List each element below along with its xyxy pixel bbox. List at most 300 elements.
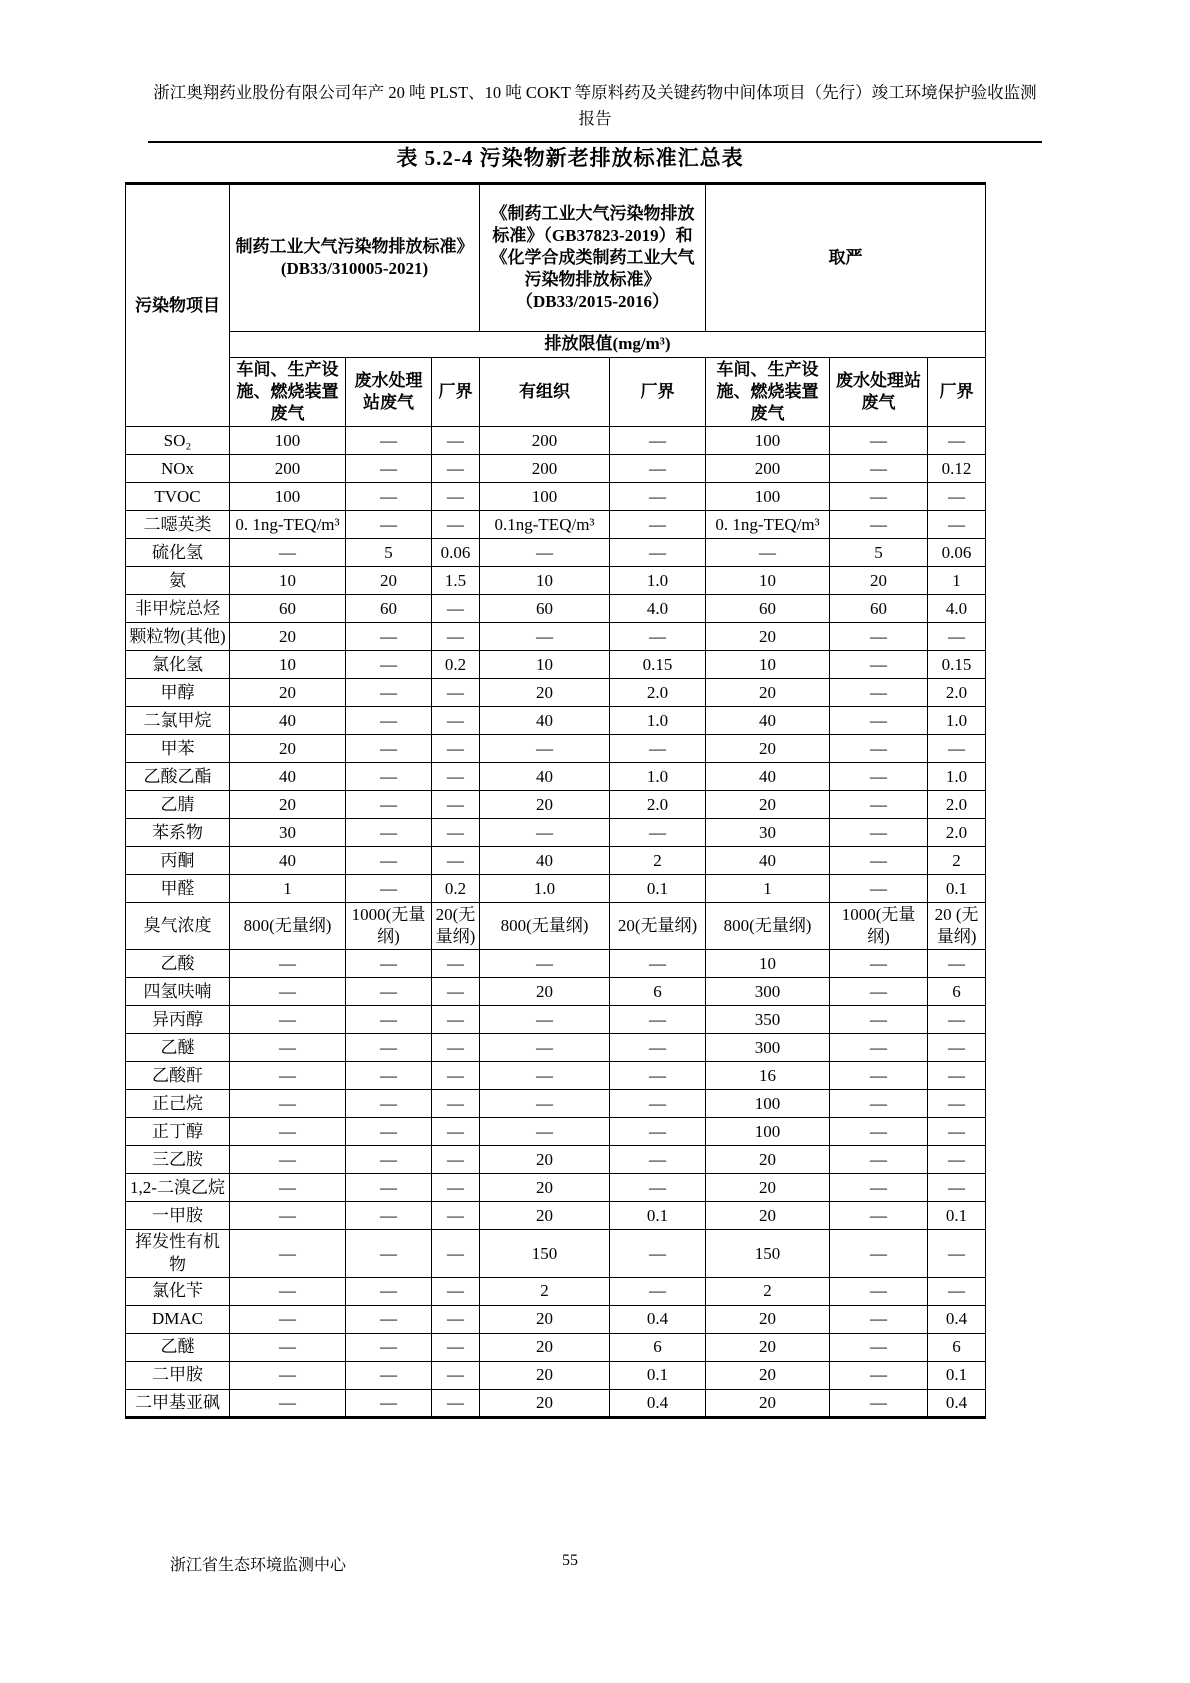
subcol-boundary-strict: 厂界	[928, 358, 986, 427]
limit-value-cell: —	[830, 1230, 928, 1277]
limit-value-cell: 1000(无量纲)	[346, 903, 432, 950]
limit-value-cell: —	[432, 483, 480, 511]
limit-value-cell: —	[610, 455, 706, 483]
limit-value-cell: 1.0	[928, 763, 986, 791]
limit-value-cell: —	[928, 1118, 986, 1146]
limit-value-cell: —	[432, 707, 480, 735]
limit-value-cell: —	[706, 539, 830, 567]
limit-value-cell: 0.15	[928, 651, 986, 679]
pollutant-name: DMAC	[126, 1305, 230, 1333]
pollutant-name: 臭气浓度	[126, 903, 230, 950]
limit-value-cell: —	[346, 1277, 432, 1305]
limit-value-cell: 2.0	[610, 791, 706, 819]
limit-value-cell: 0.4	[928, 1389, 986, 1417]
limit-value-cell: —	[230, 1090, 346, 1118]
limit-value-cell: 0.2	[432, 875, 480, 903]
limit-value-cell: —	[230, 1146, 346, 1174]
limit-value-cell: 6	[928, 978, 986, 1006]
limit-value-cell: 1	[230, 875, 346, 903]
limit-value-cell: —	[928, 623, 986, 651]
limit-value-cell: 800(无量纲)	[706, 903, 830, 950]
limit-value-cell: —	[346, 1146, 432, 1174]
limit-value-cell: —	[346, 763, 432, 791]
pollutant-name: 一甲胺	[126, 1202, 230, 1230]
limit-value-cell: 0.06	[432, 539, 480, 567]
limit-value-cell: —	[830, 1389, 928, 1417]
limit-value-cell: —	[480, 539, 610, 567]
limit-value-cell: —	[346, 1230, 432, 1277]
limit-value-cell: —	[830, 1333, 928, 1361]
limit-value-cell: —	[610, 539, 706, 567]
limit-value-cell: 0.2	[432, 651, 480, 679]
table-row	[126, 1174, 986, 1202]
limit-value-cell: —	[830, 875, 928, 903]
limit-value-cell: 150	[480, 1230, 610, 1277]
table-row	[126, 595, 986, 623]
limit-value-cell: 1.0	[610, 763, 706, 791]
limit-value-cell: —	[346, 427, 432, 455]
limit-value-cell: —	[346, 651, 432, 679]
limit-value-cell: 0.1	[610, 1361, 706, 1389]
limit-value-cell: —	[480, 1034, 610, 1062]
page-number: 55	[562, 1552, 578, 1569]
limit-value-cell: —	[230, 1062, 346, 1090]
limit-value-cell: 20(无量纲)	[432, 903, 480, 950]
limit-value-cell: —	[346, 707, 432, 735]
table-row	[126, 1118, 986, 1146]
limit-value-cell: —	[432, 455, 480, 483]
limit-value-cell: 0.1ng-TEQ/m³	[480, 511, 610, 539]
table-row	[126, 1062, 986, 1090]
limit-value-cell: —	[432, 1062, 480, 1090]
subcol-workshop-gas-strict: 车间、生产设施、燃烧装置废气	[706, 358, 830, 427]
pollutant-name: 非甲烷总烃	[126, 595, 230, 623]
limit-value-cell: —	[230, 1361, 346, 1389]
limit-value-cell: —	[480, 819, 610, 847]
limit-value-cell: 20	[706, 1146, 830, 1174]
limit-value-cell: —	[830, 427, 928, 455]
pollutant-name: 氯化氢	[126, 651, 230, 679]
limit-value-cell: —	[432, 978, 480, 1006]
limit-value-cell: —	[346, 791, 432, 819]
pollutant-name: SO₂	[126, 427, 230, 455]
standards-table-body	[126, 427, 986, 1417]
limit-value-cell: —	[830, 1361, 928, 1389]
limit-value-cell: 100	[230, 427, 346, 455]
limit-header: 排放限值(mg/m³)	[230, 332, 986, 358]
group-header-row	[126, 184, 986, 332]
limit-value-cell: 300	[706, 1034, 830, 1062]
limit-value-cell: 100	[706, 483, 830, 511]
limit-value-cell: 20	[230, 623, 346, 651]
limit-value-cell: —	[928, 950, 986, 978]
limit-value-cell: 40	[480, 763, 610, 791]
limit-value-cell: —	[432, 735, 480, 763]
limit-value-cell: —	[830, 651, 928, 679]
limit-value-cell: 0.4	[610, 1389, 706, 1417]
limit-value-cell: —	[346, 511, 432, 539]
limit-value-cell: —	[432, 763, 480, 791]
limit-value-cell: —	[432, 1202, 480, 1230]
standards-table	[125, 182, 986, 1419]
limit-value-cell: 6	[928, 1333, 986, 1361]
limit-value-cell: 40	[230, 707, 346, 735]
limit-value-cell: —	[830, 847, 928, 875]
limit-value-cell: —	[928, 1006, 986, 1034]
limit-value-cell: 20	[706, 1333, 830, 1361]
limit-value-cell: —	[480, 950, 610, 978]
limit-value-cell: —	[346, 1361, 432, 1389]
limit-value-cell: —	[346, 1062, 432, 1090]
limit-value-cell: 20	[480, 1305, 610, 1333]
limit-value-cell: —	[432, 1006, 480, 1034]
limit-value-cell: —	[610, 483, 706, 511]
limit-value-cell: —	[346, 1305, 432, 1333]
table-row	[126, 651, 986, 679]
limit-value-cell: 20	[480, 1361, 610, 1389]
limit-value-cell: 20	[480, 1389, 610, 1417]
pollutant-name: 二甲基亚砜	[126, 1389, 230, 1417]
limit-value-cell: 1	[706, 875, 830, 903]
limit-value-cell: 20	[230, 735, 346, 763]
table-row	[126, 978, 986, 1006]
limit-value-cell: 100	[706, 1118, 830, 1146]
limit-value-cell: —	[346, 1118, 432, 1146]
table-row	[126, 511, 986, 539]
subcol-boundary-old: 厂界	[432, 358, 480, 427]
limit-value-cell: 0.1	[928, 1202, 986, 1230]
limit-value-cell: 0. 1ng-TEQ/m³	[706, 511, 830, 539]
limit-value-cell: 20	[480, 1333, 610, 1361]
pollutant-name: 三乙胺	[126, 1146, 230, 1174]
limit-value-cell: 10	[480, 567, 610, 595]
limit-value-cell: 2.0	[928, 819, 986, 847]
limit-value-cell: —	[928, 1277, 986, 1305]
limit-value-cell: 0.4	[928, 1305, 986, 1333]
limit-value-cell: —	[610, 511, 706, 539]
limit-value-cell: 40	[480, 707, 610, 735]
limit-value-cell: 0.4	[610, 1305, 706, 1333]
limit-value-cell: —	[830, 1146, 928, 1174]
limit-value-cell: —	[830, 1034, 928, 1062]
limit-value-cell: —	[928, 1174, 986, 1202]
limit-value-cell: 20	[706, 1174, 830, 1202]
limit-value-cell: 4.0	[610, 595, 706, 623]
limit-value-cell: 300	[706, 978, 830, 1006]
limit-value-cell: —	[610, 1277, 706, 1305]
pollutant-name: 颗粒物(其他)	[126, 623, 230, 651]
limit-value-cell: 60	[706, 595, 830, 623]
pollutant-name: TVOC	[126, 483, 230, 511]
pollutant-name: 四氢呋喃	[126, 978, 230, 1006]
table-row	[126, 483, 986, 511]
limit-value-cell: 20	[706, 1389, 830, 1417]
limit-value-cell: —	[346, 679, 432, 707]
limit-value-cell: —	[610, 1230, 706, 1277]
limit-value-cell: 20	[480, 1174, 610, 1202]
limit-value-cell: —	[346, 483, 432, 511]
limit-value-cell: —	[610, 1146, 706, 1174]
limit-value-cell: —	[928, 511, 986, 539]
pollutant-name: 正丁醇	[126, 1118, 230, 1146]
limit-value-cell: —	[230, 1118, 346, 1146]
limit-value-cell: —	[432, 1118, 480, 1146]
limit-value-cell: —	[480, 1006, 610, 1034]
limit-value-cell: 2	[480, 1277, 610, 1305]
table-row	[126, 567, 986, 595]
limit-value-cell: 0.06	[928, 539, 986, 567]
limit-value-cell: —	[432, 1361, 480, 1389]
doc-header	[148, 80, 1042, 143]
limit-value-cell: —	[346, 1090, 432, 1118]
limit-value-cell: —	[432, 1090, 480, 1118]
limit-value-cell: 200	[230, 455, 346, 483]
limit-value-cell: —	[230, 1230, 346, 1277]
limit-value-cell: —	[928, 1034, 986, 1062]
limit-value-cell: 5	[346, 539, 432, 567]
pollutant-name: 异丙醇	[126, 1006, 230, 1034]
limit-value-cell: 30	[230, 819, 346, 847]
limit-value-cell: 30	[706, 819, 830, 847]
limit-value-cell: —	[830, 1062, 928, 1090]
limit-value-cell: 1	[928, 567, 986, 595]
limit-value-cell: —	[230, 539, 346, 567]
limit-value-cell: 2.0	[928, 791, 986, 819]
table-row	[126, 1146, 986, 1174]
limit-value-cell: 2.0	[610, 679, 706, 707]
table-row	[126, 819, 986, 847]
limit-value-cell: —	[928, 1062, 986, 1090]
limit-value-cell: —	[432, 1305, 480, 1333]
table-row	[126, 1034, 986, 1062]
pollutant-name: 丙酮	[126, 847, 230, 875]
limit-value-cell: 1.0	[480, 875, 610, 903]
limit-value-cell: 40	[480, 847, 610, 875]
limit-value-cell: —	[230, 978, 346, 1006]
limit-value-cell: —	[230, 1034, 346, 1062]
limit-value-cell: —	[610, 1174, 706, 1202]
limit-value-cell: —	[230, 1333, 346, 1361]
limit-value-cell: 20	[706, 1361, 830, 1389]
limit-value-cell: —	[610, 1034, 706, 1062]
pollutant-name: 氨	[126, 567, 230, 595]
table-row	[126, 1006, 986, 1034]
limit-value-cell: 100	[480, 483, 610, 511]
limit-value-cell: —	[432, 791, 480, 819]
limit-value-cell: 800(无量纲)	[230, 903, 346, 950]
limit-value-cell: —	[830, 1202, 928, 1230]
pollutant-name: 乙酸酐	[126, 1062, 230, 1090]
limit-value-cell: 1.0	[610, 707, 706, 735]
limit-value-cell: —	[346, 1034, 432, 1062]
limit-value-cell: —	[610, 735, 706, 763]
pollutant-name: 乙腈	[126, 791, 230, 819]
limit-value-cell: —	[432, 950, 480, 978]
subcol-workshop-gas-old: 车间、生产设施、燃烧装置废气	[230, 358, 346, 427]
pollutant-name: 苯系物	[126, 819, 230, 847]
limit-value-cell: —	[610, 819, 706, 847]
pollutant-name: 乙酸	[126, 950, 230, 978]
table-row	[126, 427, 986, 455]
limit-value-cell: —	[346, 1174, 432, 1202]
limit-value-cell: 10	[706, 651, 830, 679]
limit-value-cell: 60	[230, 595, 346, 623]
limit-value-cell: —	[346, 735, 432, 763]
limit-value-cell: 20	[230, 791, 346, 819]
table-title: 表 5.2-4 污染物新老排放标准汇总表	[396, 146, 744, 170]
limit-value-cell: 5	[830, 539, 928, 567]
limit-value-cell: 20	[706, 623, 830, 651]
limit-value-cell: —	[346, 1202, 432, 1230]
limit-value-cell: 10	[706, 950, 830, 978]
limit-value-cell: 60	[346, 595, 432, 623]
limit-value-cell: —	[432, 819, 480, 847]
limit-value-cell: —	[610, 623, 706, 651]
limit-value-cell: 1.0	[928, 707, 986, 735]
limit-value-cell: —	[610, 427, 706, 455]
pollutant-col-header: 污染物项目	[126, 184, 230, 427]
limit-value-cell: 0.1	[610, 875, 706, 903]
limit-value-cell: 40	[706, 707, 830, 735]
table-row	[126, 1090, 986, 1118]
limit-value-cell: —	[610, 950, 706, 978]
limit-value-cell: 2	[706, 1277, 830, 1305]
limit-value-cell: 20	[230, 679, 346, 707]
table-row	[126, 623, 986, 651]
limit-value-cell: 20(无量纲)	[610, 903, 706, 950]
limit-value-cell: 40	[230, 763, 346, 791]
limit-value-cell: 20	[480, 978, 610, 1006]
pollutant-name: 乙酸乙酯	[126, 763, 230, 791]
limit-value-cell: —	[432, 623, 480, 651]
limit-value-cell: —	[830, 791, 928, 819]
table-row	[126, 950, 986, 978]
limit-value-cell: —	[346, 623, 432, 651]
limit-value-cell: —	[830, 1277, 928, 1305]
doc-header-text: 浙江奥翔药业股份有限公司年产 20 吨 PLST、10 吨 COKT 等原料药及关键药物中间体项目（先行）竣工环境保护验收监测报告	[153, 83, 1037, 129]
limit-value-cell: —	[928, 1090, 986, 1118]
group-header-db33-310005-2021: 制药工业大气污染物排放标准》 (DB33/310005-2021)	[230, 184, 480, 332]
limit-value-cell: —	[432, 847, 480, 875]
pollutant-name: 甲醇	[126, 679, 230, 707]
limit-value-cell: —	[432, 427, 480, 455]
limit-value-cell: —	[480, 623, 610, 651]
limit-value-cell: 40	[706, 763, 830, 791]
limit-value-cell: 40	[230, 847, 346, 875]
limit-value-cell: —	[432, 1146, 480, 1174]
pollutant-name: 1,2-二溴乙烷	[126, 1174, 230, 1202]
limit-value-cell: 20	[480, 791, 610, 819]
limit-value-cell: 20	[480, 1202, 610, 1230]
limit-value-cell: —	[830, 707, 928, 735]
table-row	[126, 539, 986, 567]
limit-value-cell: —	[230, 1174, 346, 1202]
limit-value-cell: 40	[706, 847, 830, 875]
pollutant-name: 正己烷	[126, 1090, 230, 1118]
limit-value-cell: 0.1	[610, 1202, 706, 1230]
limit-value-cell: —	[928, 483, 986, 511]
limit-value-cell: —	[432, 679, 480, 707]
table-row	[126, 1202, 986, 1230]
limit-value-cell: 6	[610, 1333, 706, 1361]
table-row	[126, 875, 986, 903]
pollutant-name: 硫化氢	[126, 539, 230, 567]
limit-value-cell: 100	[706, 1090, 830, 1118]
limit-value-cell: —	[346, 819, 432, 847]
group-header-stricter: 取严	[706, 184, 986, 332]
limit-value-cell: —	[480, 1118, 610, 1146]
limit-value-cell: 4.0	[928, 595, 986, 623]
table-row	[126, 1333, 986, 1361]
limit-value-cell: 1000(无量纲)	[830, 903, 928, 950]
limit-value-cell: —	[830, 735, 928, 763]
limit-value-cell: —	[432, 1230, 480, 1277]
limit-value-cell: —	[830, 1174, 928, 1202]
limit-value-cell: 16	[706, 1062, 830, 1090]
limit-value-cell: —	[830, 1006, 928, 1034]
limit-value-cell: —	[346, 455, 432, 483]
table-row	[126, 735, 986, 763]
limit-value-cell: 200	[480, 455, 610, 483]
footer-organization: 浙江省生态环境监测中心	[170, 1557, 347, 1574]
limit-value-cell: —	[928, 427, 986, 455]
limit-value-cell: 800(无量纲)	[480, 903, 610, 950]
limit-value-cell: —	[432, 1034, 480, 1062]
subcol-wastewater-station-strict: 废水处理站废气	[830, 358, 928, 427]
limit-value-cell: —	[230, 1389, 346, 1417]
limit-value-cell: —	[830, 455, 928, 483]
limit-value-cell: 10	[230, 567, 346, 595]
pollutant-name: 二甲胺	[126, 1361, 230, 1389]
limit-value-cell: —	[830, 1305, 928, 1333]
limit-value-cell: —	[610, 1006, 706, 1034]
pollutant-name: 氯化苄	[126, 1277, 230, 1305]
limit-value-cell: 60	[830, 595, 928, 623]
limit-value-cell: 10	[480, 651, 610, 679]
limit-value-cell: —	[830, 763, 928, 791]
table-row	[126, 791, 986, 819]
limit-value-cell: 10	[230, 651, 346, 679]
limit-value-cell: 150	[706, 1230, 830, 1277]
table-row	[126, 707, 986, 735]
table-row	[126, 455, 986, 483]
pollutant-name: 二噁英类	[126, 511, 230, 539]
limit-value-cell: 20	[706, 791, 830, 819]
limit-value-cell: —	[346, 950, 432, 978]
table-row	[126, 763, 986, 791]
limit-value-cell: —	[230, 1006, 346, 1034]
subcol-boundary-mid: 厂界	[610, 358, 706, 427]
limit-value-cell: 6	[610, 978, 706, 1006]
limit-value-cell: —	[230, 1202, 346, 1230]
limit-value-cell: 100	[230, 483, 346, 511]
limit-value-cell: 20	[480, 1146, 610, 1174]
limit-value-cell: —	[346, 1006, 432, 1034]
limit-value-cell: —	[610, 1062, 706, 1090]
table-row	[126, 903, 986, 950]
limit-value-cell: 20	[706, 1202, 830, 1230]
pollutant-name: 挥发性有机物	[126, 1230, 230, 1277]
limit-value-cell: 0.1	[928, 875, 986, 903]
group-header-gb37823-db33-2015: 《制药工业大气污染物排放标准》（GB37823-2019）和《化学合成类制药工业大气污染物排放标准》（DB33/2015-2016）	[480, 184, 706, 332]
limit-value-cell: 0.1	[928, 1361, 986, 1389]
limit-value-cell: 0.15	[610, 651, 706, 679]
limit-value-cell: —	[830, 1118, 928, 1146]
limit-value-cell: —	[830, 950, 928, 978]
limit-value-cell: —	[346, 847, 432, 875]
limit-value-cell: 1.5	[432, 567, 480, 595]
limit-value-cell: 0.12	[928, 455, 986, 483]
